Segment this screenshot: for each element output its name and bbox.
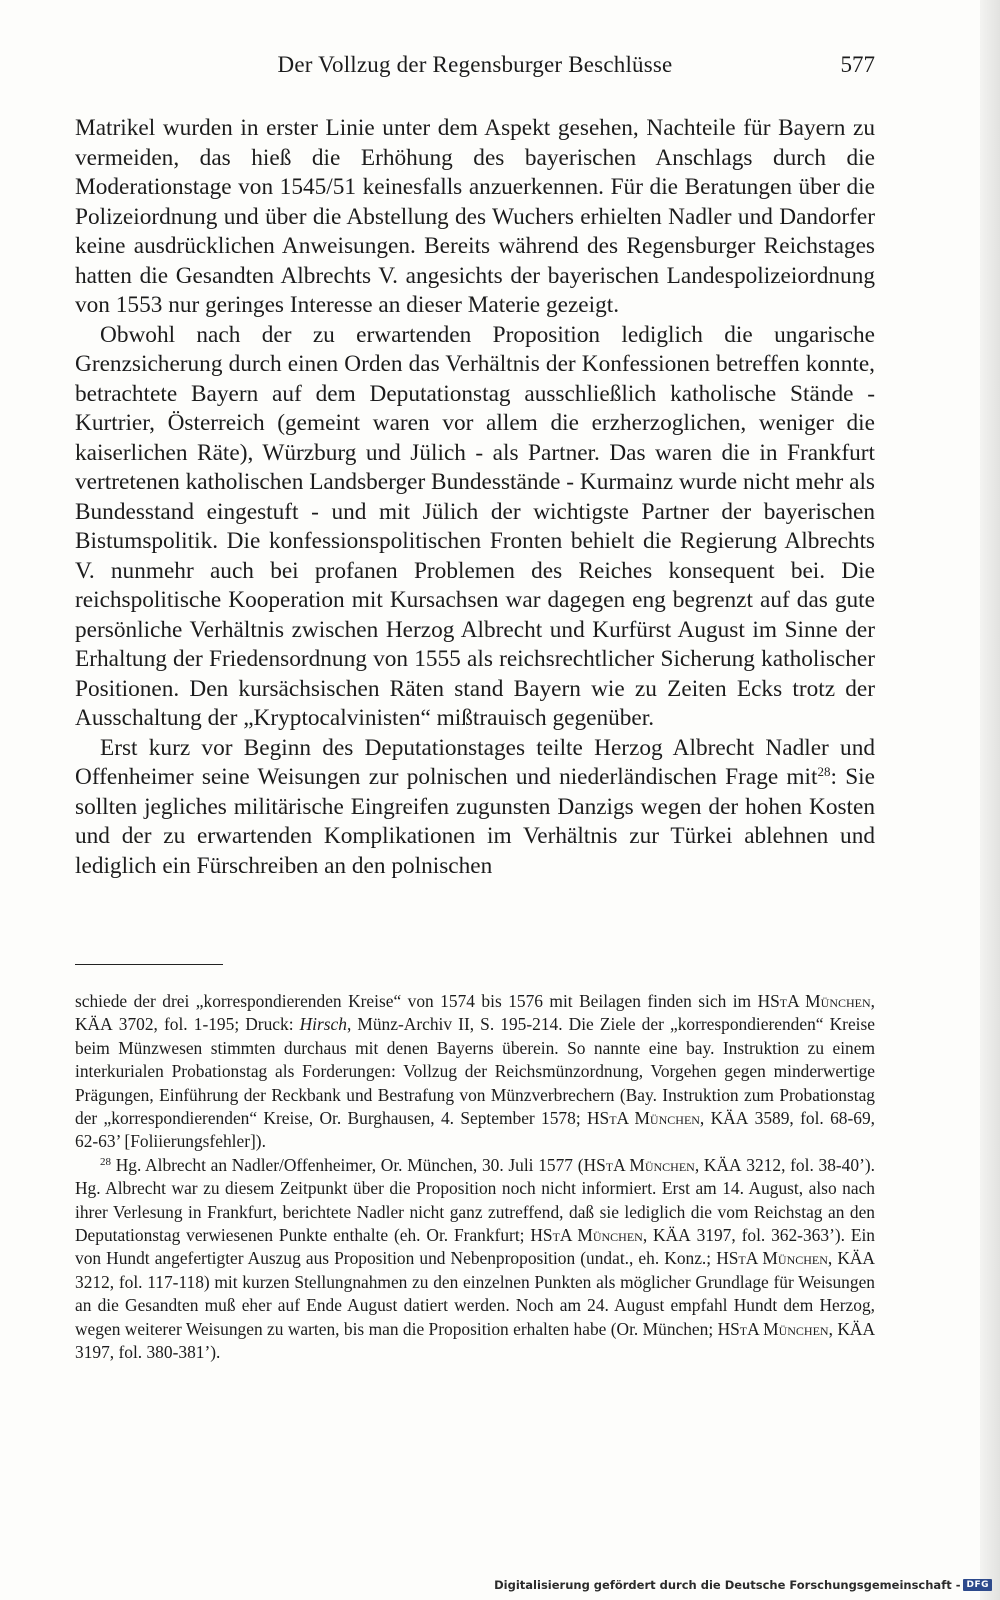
fn28-text: 3212, fol. 38-40’). Hg. Albrecht war zu diesem Zeitpunkt über die Proposition noch nicht informiert. Erst am 14. August, also nach ihrer Verlesung in Frankfurt, berichtete Nadler nicht ganz zutreffend, daß sie lediglich die vom Reichstag an den Deputationstag verwiesenen Punkte enthalte (eh. Or. Frankfurt; <box>75 1154 875 1246</box>
fn27-author: Hirsch <box>299 1014 347 1035</box>
main-text <box>75 114 875 881</box>
dfg-logo-icon: DFG <box>963 1579 992 1591</box>
fn28-text: 3212, fol. 117-118) mit kurzen Stellungnahmen zu den einzelnen Punkten als möglicher Grundlage für Weisungen an die Gesandten muß eher auf Ende August datiert werden. Noch am 24. August empfahl Hundt dem Herzog, wegen weiterer Weisungen zu warten, bis man die Proposition erhalten habe (Or. München; <box>75 1271 875 1339</box>
page-number: 577 <box>840 52 875 77</box>
footnote-28 <box>75 1154 875 1365</box>
fn28-text: 3197, fol. 362-363’). Ein von Hundt angefertigter Auszug aus Proposition und Nebenproposition (undat., eh. Konz.; <box>75 1225 876 1269</box>
fn27-text: schiede der drei „korrespondierenden Kreise“ von 1574 bis 1576 mit Beilagen finden sich im <box>75 991 758 1011</box>
footnote-27-continuation <box>75 990 875 1154</box>
paragraph-3-text-b: : Sie sollten jegliches militärische Eingreifen zugunsten Danzigs wegen der hohen Kosten und der zu erwartenden Komplikationen im Verhältnis zur Türkei ablehnen und lediglich ein Fürschreiben an den polnischen <box>75 764 875 879</box>
fn27-archive: HStA München, KÄA <box>586 1108 749 1129</box>
fn28-archive: HStA München, KÄA <box>717 1318 876 1339</box>
page-edge-shadow <box>980 0 1000 1600</box>
footnotes <box>75 990 875 1365</box>
fn27-text: 3589, fol. 68-69, 62-63’ [Foliierungsfehler]). <box>75 1108 875 1152</box>
paragraph-1: Matrikel wurden in erster Linie unter dem Aspekt gesehen, Nachteile für Bayern zu vermeiden, das hieß die Erhöhung des bayerischen Anschlags durch die Moderationstage von 1545/51 keinesfalls anzuerkennen. Für die Beratungen über die Polizeiordnung und über die Abstellung des Wuchers erhielten Nadler und Dandorfer keine ausdrücklichen Anweisungen. Bereits während des Regensburger Reichstages hatten die Gesandten Albrechts V. angesichts der bayerischen Landespolizeiordnung von 1553 nur geringes Interesse an dieser Materie gezeigt. <box>75 115 875 318</box>
fn28-archive: HStA München, KÄA <box>530 1225 691 1246</box>
digitization-notice-text: Digitalisierung gefördert durch die Deutsche Forschungsgemeinschaft - <box>494 1578 961 1592</box>
paragraph-2: Obwohl nach der zu erwartenden Proposition lediglich die ungarische Grenzsicherung durch einen Orden das Verhältnis der Konfessionen betreffen konnte, betrachtete Bayern auf dem Deputationstag ausschließlich katholische Stände - Kurtrier, Österreich (gemeint waren vor allem die erzherzoglichen, weniger die kaiserlichen Räte), Würzburg und Jülich - als Partner. Das waren die in Frankfurt vertretenen katholischen Landsberger Bundesstände - Kurmainz wurde nicht mehr als Bundesstand eingestuft - und mit Jülich der wichtigste Partner der bayerischen Bistumspolitik. Die konfessionspolitischen Fronten behielt die Regierung Albrechts V. nunmehr auch bei profanen Problemen des Reiches konsequent bei. Die reichspolitische Kooperation mit Kursachsen war dagegen eng begrenzt auf das gute persönliche Verhältnis zwischen Herzog Albrecht und Kurfürst August im Sinne der Erhaltung der Friedensordnung von 1555 als reichsrechtlicher Sicherung katholischer Positionen. Den kursächsischen Räten stand Bayern wie zu Zeiten Ecks trotz der Ausschaltung der „Kryptocalvinisten“ mißtrauisch gegenüber. <box>75 321 875 731</box>
running-head: Der Vollzug der Regensburger Beschlüsse <box>277 52 673 77</box>
fn27-archive: HStA München, KÄA <box>75 991 875 1035</box>
footnote-number-28: 28 <box>100 1155 111 1168</box>
paragraph-3 <box>75 734 875 882</box>
fn27-text: , Münz-Archiv II, S. 195-214. Die Ziele der „korrespondierenden“ Kreise beim Münzwesen stimmten durchaus mit denen Bayerns überein. So nannte eine bay. Instruktion zu einem interkurialen Probationstag als Forderungen: Vollzug der Reichsmünzordnung, Vorgehen gegen minderwertige Prägungen, Einführung der Reckbank und Bestrafung von Münzverbrechern (Bay. Instruktion zum Probationstag der „korrespondierenden“ Kreise, Or. Burghausen, 4. September 1578; <box>75 1014 875 1129</box>
fn27-text: 3702, fol. 1-195; Druck: <box>112 1014 300 1035</box>
fn28-archive: HStA München, KÄA <box>716 1248 875 1269</box>
fn28-text: 3197, fol. 380-381’). <box>75 1342 221 1363</box>
page-header <box>75 52 875 86</box>
digitization-notice <box>494 1578 992 1592</box>
fn28-archive: HStA München, KÄA <box>583 1154 742 1175</box>
fn28-text: Hg. Albrecht an Nadler/Offenheimer, Or. München, 30. Juli 1577 ( <box>111 1154 584 1175</box>
footnote-divider <box>75 964 223 965</box>
paragraph-3-text-a: Erst kurz vor Beginn des Deputationstages teilte Herzog Albrecht Nadler und Offenheimer seine Weisungen zur polnischen und niederländischen Frage mit <box>75 734 875 790</box>
footnote-reference-28[interactable]: 28 <box>817 764 831 779</box>
